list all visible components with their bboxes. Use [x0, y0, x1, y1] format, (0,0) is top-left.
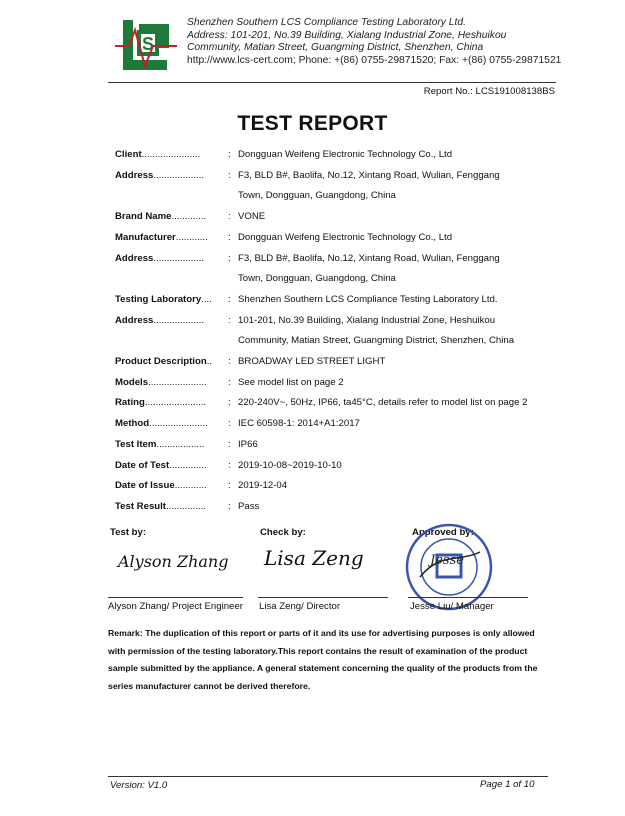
field-label-dots: ................... — [153, 169, 205, 181]
field-colon: : — [228, 252, 231, 264]
report-number: Report No.: LCS191008138BS — [423, 86, 555, 97]
field-colon: : — [228, 376, 231, 388]
field-value-line: IEC 60598-1: 2014+A1:2017 — [238, 418, 360, 430]
lab-address-1: Address: 101-201, No.39 Building, Xialang Industrial Zone, Heshuikou — [187, 29, 507, 41]
field-value-line: Town, Dongguan, Guangdong, China — [238, 190, 396, 202]
field-colon: : — [228, 356, 231, 368]
field-value-line: BROADWAY LED STREET LIGHT — [238, 356, 386, 368]
field-value-line: Town, Dongguan, Guangdong, China — [238, 273, 396, 285]
field-label-dots: ............. — [171, 211, 207, 223]
field-label — [115, 290, 228, 311]
approver-name: Jesse Liu/ Manager — [410, 601, 494, 612]
signature-jesse: Jesse — [430, 553, 464, 568]
field-label-text: Product Description — [115, 356, 207, 368]
field-label-text: Client — [115, 149, 142, 160]
field-label-text: Address — [115, 169, 154, 181]
field-label-text: Address — [115, 314, 154, 326]
field-label-dots: ................... — [153, 252, 205, 264]
field-row — [115, 476, 585, 497]
field-value — [238, 290, 585, 311]
sign-line-1 — [108, 597, 243, 598]
field-colon: : — [228, 231, 231, 243]
field-label — [115, 476, 228, 497]
field-label-dots: .. — [206, 356, 213, 368]
field-row — [115, 497, 585, 518]
footer-divider — [108, 776, 548, 777]
field-row — [115, 228, 585, 249]
field-label-text: Brand Name — [115, 211, 172, 223]
report-fields — [115, 145, 585, 518]
field-colon: : — [228, 459, 231, 471]
field-label-dots: ...................... — [149, 418, 208, 430]
lab-address-2: Community, Matian Street, Guangming District, Shenzhen, China — [187, 42, 484, 54]
field-label — [115, 435, 228, 456]
field-value — [238, 166, 585, 207]
field-label — [115, 207, 228, 228]
lab-contact: http://www.lcs-cert.com; Phone: +(86) 0755-29871520; Fax: +(86) 0755-29871521 — [187, 54, 562, 66]
approved-by-heading: Approved by: — [412, 527, 474, 538]
field-label-dots: ............ — [174, 480, 207, 492]
field-colon: : — [228, 397, 231, 409]
field-label-text: Date of Test — [115, 459, 170, 471]
field-value — [238, 207, 585, 228]
field-label-dots: ................... — [153, 314, 205, 326]
field-value — [238, 228, 585, 249]
field-row — [115, 393, 585, 414]
field-row — [115, 373, 585, 394]
signature-alyson: Alyson Zhang — [118, 552, 229, 571]
field-label-text: Rating — [115, 397, 145, 409]
field-colon: : — [228, 418, 231, 430]
field-label-dots: .................. — [156, 438, 205, 450]
field-colon: : — [228, 169, 231, 181]
check-by-heading: Check by: — [260, 527, 306, 538]
field-colon: : — [228, 480, 231, 492]
field-value — [238, 311, 585, 352]
field-value-line: 101-201, No.39 Building, Xialang Industrial Zone, Heshuikou — [238, 314, 496, 326]
field-value-line: IP66 — [238, 438, 258, 450]
field-value — [238, 476, 585, 497]
field-value-line: Community, Matian Street, Guangming District, Shenzhen, China — [238, 335, 515, 347]
field-value-line: 2019-10-08~2019-10-10 — [238, 459, 342, 471]
field-value — [238, 456, 585, 477]
field-label-text: Test Item — [115, 438, 157, 450]
checker-name: Lisa Zeng/ Director — [259, 601, 341, 612]
field-label-text: Test Result — [115, 500, 166, 512]
field-row — [115, 166, 585, 207]
remark-label: Remark: — [108, 628, 143, 638]
field-value-line: 220-240V~, 50Hz, IP66, ta45°C, details refer to model list on page 2 — [238, 397, 528, 409]
field-colon: : — [228, 293, 231, 305]
field-label-dots: ............... — [166, 500, 206, 512]
lcs-logo — [115, 18, 177, 73]
field-value — [238, 393, 585, 414]
field-label-text: Date of Issue — [115, 480, 175, 492]
field-value — [238, 435, 585, 456]
field-row — [115, 414, 585, 435]
field-value — [238, 145, 585, 166]
version: Version: V1.0 — [110, 780, 168, 791]
field-label — [115, 311, 228, 352]
field-value-line: Pass — [238, 500, 260, 512]
field-row — [115, 311, 585, 352]
lab-name: Shenzhen Southern LCS Compliance Testing Laboratory Ltd. — [187, 17, 466, 28]
field-value-line: Shenzhen Southern LCS Compliance Testing Laboratory Ltd. — [238, 293, 498, 305]
field-label-text: Manufacturer — [115, 231, 176, 243]
field-value-line: 2019-12-04 — [238, 480, 288, 492]
field-label — [115, 352, 228, 373]
remark-text: The duplication of this report or parts of it and its use for advertising purposes is only allowed with permission of the testing laboratory.This report contains the result of examination of the product sample submitted by the appliance. A general statement concerning the quality of the products from the series manufacturer cannot be derived therefore. — [108, 628, 538, 691]
field-label-dots: ...................... — [141, 149, 201, 160]
field-label — [115, 166, 228, 207]
page-number: Page 1 of 10 — [480, 779, 535, 790]
field-label — [115, 456, 228, 477]
field-label-dots: ............ — [175, 231, 208, 243]
field-value-line: F3, BLD B#, Baolifa, No.12, Xintang Road, Wulian, Fenggang — [238, 252, 500, 264]
field-row — [115, 456, 585, 477]
field-colon: : — [228, 314, 231, 326]
field-row — [115, 207, 585, 228]
field-value — [238, 373, 585, 394]
field-row — [115, 249, 585, 290]
svg-text:S: S — [142, 34, 155, 54]
field-label-text: Models — [115, 376, 149, 388]
field-value — [238, 249, 585, 290]
field-colon: : — [228, 211, 231, 223]
sign-line-2 — [258, 597, 388, 598]
lab-header — [187, 17, 561, 67]
field-label — [115, 497, 228, 518]
test-by-heading: Test by: — [110, 527, 147, 538]
field-value — [238, 497, 585, 518]
field-colon: : — [228, 149, 231, 160]
tester-name: Alyson Zhang/ Project Engineer — [108, 601, 243, 612]
field-label — [115, 393, 228, 414]
header-divider — [108, 82, 556, 83]
field-row — [115, 145, 585, 166]
field-value — [238, 414, 585, 435]
field-value-line: Dongguan Weifeng Electronic Technology Co., Ltd — [238, 231, 453, 243]
field-colon: : — [228, 500, 231, 512]
field-label-text: Address — [115, 252, 154, 264]
field-row — [115, 352, 585, 373]
field-value-line: See model list on page 2 — [238, 376, 344, 388]
field-label — [115, 373, 228, 394]
page-title: TEST REPORT — [237, 112, 388, 135]
field-label — [115, 414, 228, 435]
field-label-text: Testing Laboratory — [115, 293, 202, 305]
field-value-line: Dongguan Weifeng Electronic Technology Co., Ltd — [238, 149, 453, 160]
field-value — [238, 352, 585, 373]
field-value-line: F3, BLD B#, Baolifa, No.12, Xintang Road, Wulian, Fenggang — [238, 169, 500, 181]
field-label — [115, 249, 228, 290]
field-label-dots: ....................... — [144, 397, 207, 409]
field-label-dots: ...................... — [148, 376, 207, 388]
remark — [108, 625, 538, 695]
field-label-text: Method — [115, 418, 150, 430]
sign-line-3 — [408, 597, 528, 598]
field-value-line: VONE — [238, 211, 266, 223]
field-label-dots: .... — [201, 293, 212, 305]
field-row — [115, 435, 585, 456]
field-label — [115, 145, 228, 166]
signature-lisa: Lisa Zeng — [264, 546, 364, 570]
field-label-dots: .............. — [169, 459, 207, 471]
field-label — [115, 228, 228, 249]
field-colon: : — [228, 438, 231, 450]
field-row — [115, 290, 585, 311]
